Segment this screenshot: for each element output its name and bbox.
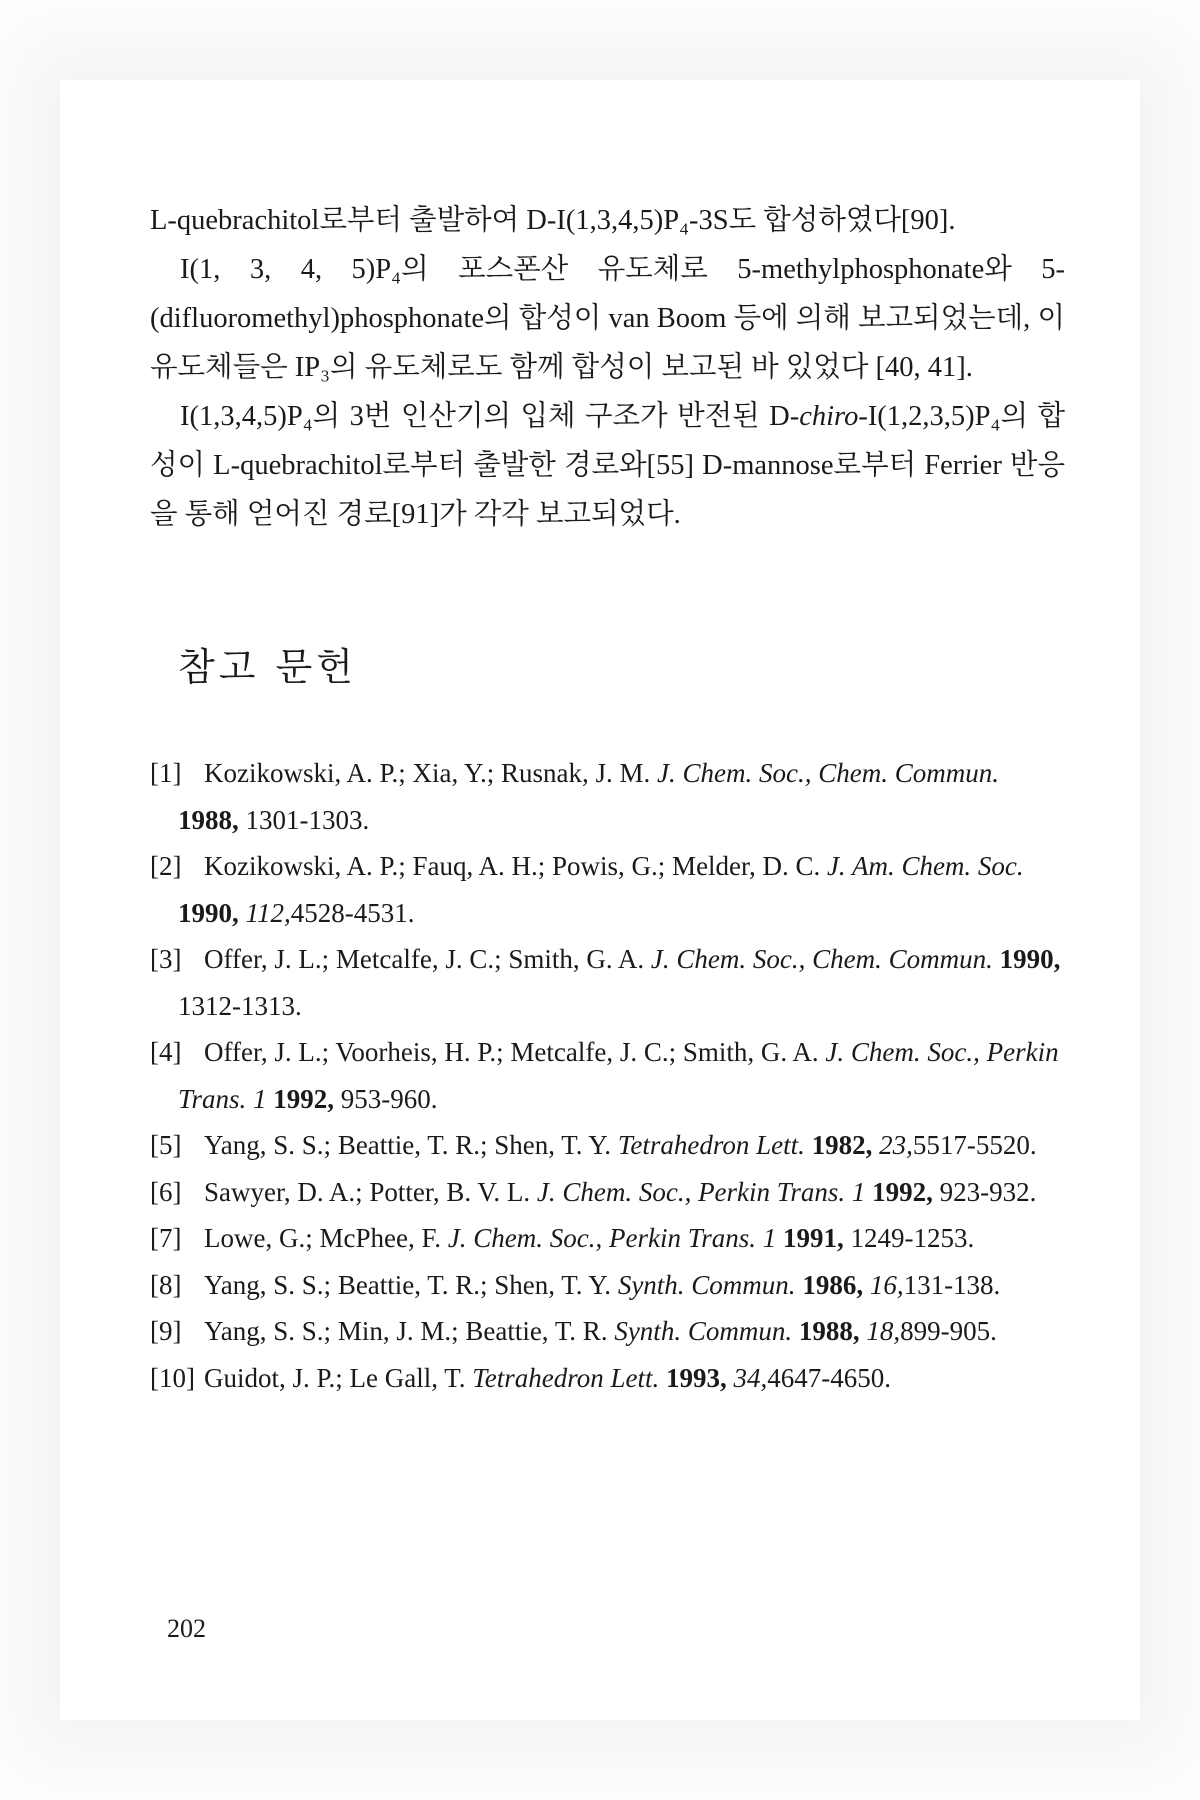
- reference-journal: Tetrahedron Lett.: [472, 1362, 660, 1393]
- reference-authors: Yang, S. S.; Beattie, T. R.; Shen, T. Y.: [204, 1269, 612, 1300]
- reference-number: [2]: [150, 851, 182, 881]
- reference-year: 1992,: [872, 1176, 933, 1207]
- reference-journal: J. Chem. Soc., Chem. Commun.: [650, 944, 993, 974]
- reference-volume: 16,: [869, 1269, 904, 1300]
- reference-pages: 5517-5520.: [912, 1130, 1037, 1160]
- reference-item: [150, 1215, 1065, 1262]
- reference-pages: 4528-4531.: [290, 897, 415, 928]
- reference-journal: J. Chem. Soc., Chem. Commun.: [657, 758, 1000, 788]
- reference-list: [150, 750, 1065, 1401]
- reference-authors: Kozikowski, A. P.; Fauq, A. H.; Powis, G.; Melder, D. C.: [204, 851, 821, 881]
- reference-volume: 34,: [733, 1362, 768, 1393]
- reference-number: [9]: [150, 1316, 182, 1346]
- reference-item: [150, 1122, 1065, 1169]
- reference-pages: 899-905.: [900, 1316, 997, 1346]
- reference-year: 1990,: [178, 897, 239, 928]
- reference-number: [6]: [150, 1176, 182, 1207]
- reference-number: [1]: [150, 758, 182, 788]
- reference-item: [150, 1029, 1065, 1122]
- paragraph-3: [150, 392, 1065, 539]
- reference-number: [8]: [150, 1269, 182, 1300]
- reference-journal: Synth. Commun.: [617, 1269, 796, 1300]
- reference-pages: 923-932.: [939, 1176, 1037, 1207]
- reference-number: [4]: [150, 1037, 182, 1067]
- reference-item: [150, 750, 1065, 843]
- page-number: 202: [167, 1614, 206, 1643]
- reference-journal: J. Chem. Soc., Perkin Trans. 1: [536, 1176, 866, 1207]
- reference-volume: 23,: [879, 1130, 913, 1160]
- reference-authors: Guidot, J. P.; Le Gall, T.: [204, 1362, 466, 1393]
- paragraph-3-b: -I(1,2,3,5)P₄의 합성이 L-quebrachitol로부터 출발한 경로와[55] D-mannose로부터 Ferrier 반응을 통해 얻어진 경로[91]가 각각 보고되었다.: [150, 401, 1065, 530]
- reference-item: [150, 1308, 1065, 1355]
- reference-number: [10]: [150, 1362, 195, 1393]
- reference-authors: Offer, J. L.; Metcalfe, J. C.; Smith, G. A.: [204, 944, 645, 974]
- reference-pages: 4647-4650.: [767, 1362, 892, 1393]
- reference-year: 1988,: [798, 1316, 860, 1346]
- reference-item: [150, 843, 1065, 936]
- references-heading: 참고 문헌: [178, 645, 357, 689]
- reference-pages: 131-138.: [903, 1269, 1001, 1300]
- reference-authors: Yang, S. S.; Min, J. M.; Beattie, T. R.: [204, 1316, 608, 1346]
- reference-year: 1990,: [999, 944, 1061, 974]
- reference-number: [7]: [150, 1223, 182, 1253]
- reference-journal: Tetrahedron Lett.: [617, 1130, 805, 1160]
- reference-volume: 112,: [245, 897, 291, 928]
- reference-authors: Kozikowski, A. P.; Xia, Y.; Rusnak, J. M.: [204, 758, 651, 788]
- reference-pages: 1301-1303.: [245, 804, 370, 835]
- reference-year: 1993,: [666, 1362, 727, 1393]
- reference-item: [150, 1169, 1065, 1216]
- reference-number: [3]: [150, 944, 182, 974]
- reference-journal: Synth. Commun.: [614, 1316, 793, 1346]
- paragraph-1: L-quebrachitol로부터 출발하여 D-I(1,3,4,5)P₄-3S도 합성하였다[90].: [150, 205, 956, 236]
- reference-pages: 1249-1253.: [850, 1223, 975, 1253]
- reference-year: 1986,: [802, 1269, 864, 1300]
- reference-journal: J. Chem. Soc., Perkin Trans. 1: [178, 1037, 1059, 1114]
- paragraph-3-italic: chiro: [799, 401, 859, 432]
- reference-pages: 1312-1313.: [178, 990, 302, 1021]
- reference-item: [150, 1262, 1065, 1309]
- reference-year: 1991,: [783, 1223, 844, 1253]
- reference-authors: Lowe, G.; McPhee, F.: [204, 1223, 442, 1253]
- reference-item: [150, 1355, 1065, 1402]
- reference-volume: 18,: [866, 1316, 901, 1346]
- reference-authors: Offer, J. L.; Voorheis, H. P.; Metcalfe, J. C.; Smith, G. A.: [204, 1037, 819, 1067]
- reference-journal: J. Am. Chem. Soc.: [826, 851, 1024, 881]
- reference-journal: J. Chem. Soc., Perkin Trans. 1: [447, 1223, 777, 1253]
- reference-year: 1992,: [273, 1083, 335, 1114]
- reference-year: 1982,: [811, 1130, 873, 1160]
- reference-authors: Sawyer, D. A.; Potter, B. V. L.: [204, 1176, 531, 1207]
- paragraph-2: I(1, 3, 4, 5)P₄의 포스폰산 유도체로 5-methylphosphonate와 5-(difluoromethyl)phosphonate의 합성이 van Boom 등에 의해 보고되었는데, 이 유도체들은 IP₃의 유도체로도 함께 합성이 보고된 바 있었다 [40, 41].: [150, 254, 1065, 383]
- reference-year: 1988,: [178, 804, 239, 835]
- reference-authors: Yang, S. S.; Beattie, T. R.; Shen, T. Y.: [204, 1130, 612, 1160]
- body-text: [150, 196, 1065, 539]
- paragraph-3-a: I(1,3,4,5)P₄의 3번 인산기의 입체 구조가 반전된 D-: [180, 401, 800, 432]
- reference-item: [150, 936, 1065, 1029]
- reference-number: [5]: [150, 1130, 182, 1160]
- reference-pages: 953-960.: [340, 1083, 438, 1114]
